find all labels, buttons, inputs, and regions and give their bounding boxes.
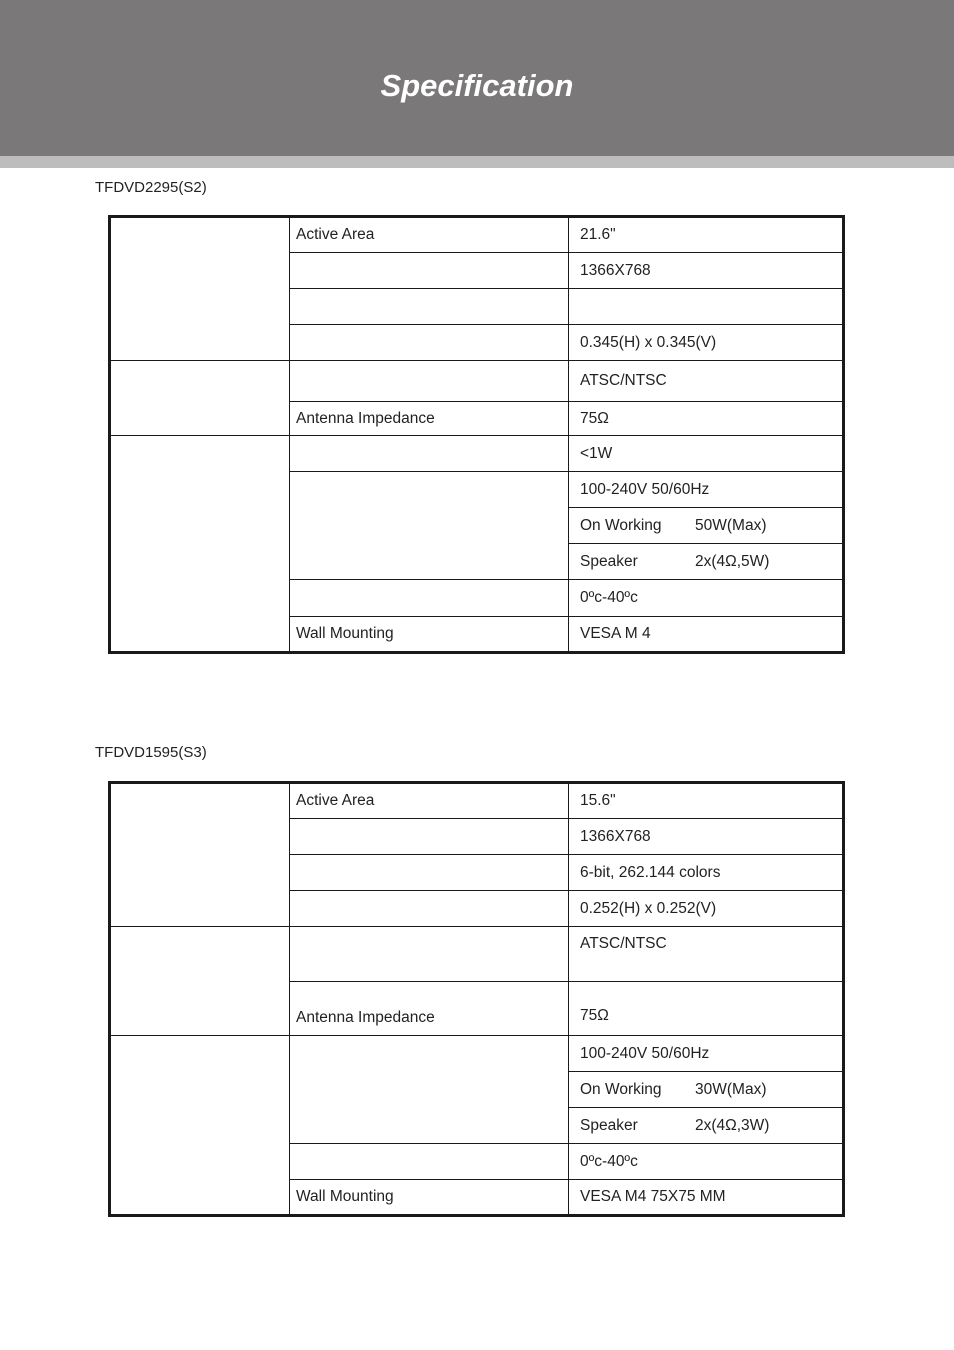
spec-label	[290, 253, 569, 289]
category-cell	[110, 1036, 290, 1216]
spec-value: 6-bit, 262.144 colors	[569, 855, 844, 891]
spec-label	[290, 325, 569, 361]
spec-label	[290, 1144, 569, 1180]
category-cell	[110, 436, 290, 653]
spec-subvalue: 50W(Max)	[695, 516, 767, 534]
spec-table-tfdvd1595	[108, 781, 845, 1217]
spec-table-tfdvd2295	[108, 215, 845, 654]
spec-sublabel: Speaker	[580, 552, 638, 570]
spec-value: 75Ω	[569, 402, 844, 436]
page-title: Specification	[380, 68, 574, 103]
spec-label	[290, 361, 569, 402]
spec-value: 1366X768	[569, 819, 844, 855]
category-cell	[110, 927, 290, 1036]
spec-value: VESA M 4	[569, 617, 844, 653]
spec-label: Wall Mounting	[290, 617, 569, 653]
spec-value: ATSC/NTSC	[569, 927, 844, 982]
spec-label	[290, 580, 569, 617]
spec-subvalue: 2x(4Ω,3W)	[695, 1116, 770, 1134]
category-cell	[110, 217, 290, 361]
spec-subvalue: 30W(Max)	[695, 1080, 767, 1098]
spec-sublabel: Speaker	[580, 1116, 638, 1134]
spec-value: 1366X768	[569, 253, 844, 289]
table-row	[110, 783, 844, 819]
spec-label	[290, 472, 569, 580]
spec-value: 100-240V 50/60Hz	[569, 1036, 844, 1072]
spec-value: 75Ω	[569, 982, 844, 1036]
spec-value	[569, 544, 844, 580]
spec-label	[290, 855, 569, 891]
spec-value	[569, 1108, 844, 1144]
spec-value: 0ºc-40ºc	[569, 1144, 844, 1180]
spec-sublabel: On Working	[580, 1080, 662, 1098]
spec-label: Wall Mounting	[290, 1180, 569, 1216]
spec-label: Active Area	[290, 217, 569, 253]
spec-value: ATSC/NTSC	[569, 361, 844, 402]
table-row	[110, 436, 844, 472]
spec-sublabel: On Working	[580, 516, 662, 534]
spec-value: <1W	[569, 436, 844, 472]
table-row	[110, 217, 844, 253]
spec-label	[290, 436, 569, 472]
spec-value: 100-240V 50/60Hz	[569, 472, 844, 508]
table-row	[110, 1036, 844, 1072]
category-cell	[110, 783, 290, 927]
header-stripe	[0, 156, 954, 168]
model-label-tfdvd2295: TFDVD2295(S2)	[95, 179, 207, 196]
spec-label: Active Area	[290, 783, 569, 819]
spec-value	[569, 1072, 844, 1108]
spec-label	[290, 927, 569, 982]
spec-value: VESA M4 75X75 MM	[569, 1180, 844, 1216]
spec-value: 21.6"	[569, 217, 844, 253]
spec-label	[290, 1036, 569, 1144]
spec-value	[569, 289, 844, 325]
spec-label	[290, 891, 569, 927]
spec-value: 0ºc-40ºc	[569, 580, 844, 617]
spec-subvalue: 2x(4Ω,5W)	[695, 552, 770, 570]
model-label-tfdvd1595: TFDVD1595(S3)	[95, 744, 207, 761]
spec-value: 0.345(H) x 0.345(V)	[569, 325, 844, 361]
spec-value: 15.6"	[569, 783, 844, 819]
table-row	[110, 361, 844, 402]
spec-label	[290, 819, 569, 855]
spec-label: Antenna Impedance	[290, 982, 569, 1036]
spec-value	[569, 508, 844, 544]
table-row	[110, 927, 844, 982]
spec-label	[290, 289, 569, 325]
spec-value: 0.252(H) x 0.252(V)	[569, 891, 844, 927]
category-cell	[110, 361, 290, 436]
spec-label: Antenna Impedance	[290, 402, 569, 436]
